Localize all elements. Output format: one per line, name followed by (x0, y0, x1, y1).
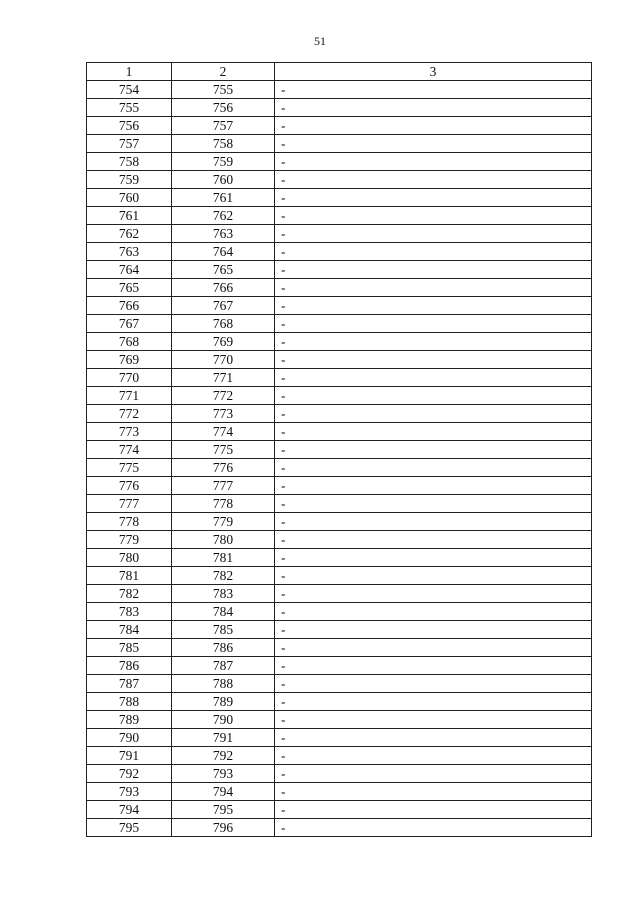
cell-col-2: 763 (172, 225, 275, 243)
cell-col-1: 777 (87, 495, 172, 513)
cell-col-2: 778 (172, 495, 275, 513)
table-row (87, 423, 592, 441)
cell-col-1: 769 (87, 351, 172, 369)
cell-col-3: - (275, 189, 592, 207)
table-row (87, 225, 592, 243)
cell-col-1: 780 (87, 549, 172, 567)
table-row (87, 369, 592, 387)
cell-col-3: - (275, 477, 592, 495)
cell-col-3: - (275, 567, 592, 585)
cell-col-3: - (275, 549, 592, 567)
cell-col-3: - (275, 315, 592, 333)
cell-col-3: - (275, 585, 592, 603)
cell-col-1: 790 (87, 729, 172, 747)
cell-col-2: 779 (172, 513, 275, 531)
cell-col-1: 783 (87, 603, 172, 621)
table-row (87, 513, 592, 531)
cell-col-3: - (275, 603, 592, 621)
table-row (87, 567, 592, 585)
cell-col-2: 766 (172, 279, 275, 297)
cell-col-3: - (275, 207, 592, 225)
cell-col-3: - (275, 495, 592, 513)
cell-col-1: 779 (87, 531, 172, 549)
table-row (87, 315, 592, 333)
cell-col-2: 788 (172, 675, 275, 693)
cell-col-2: 772 (172, 387, 275, 405)
table-header (87, 63, 592, 81)
table-row (87, 675, 592, 693)
cell-col-3: - (275, 423, 592, 441)
cell-col-3: - (275, 783, 592, 801)
cell-col-3: - (275, 333, 592, 351)
cell-col-1: 795 (87, 819, 172, 837)
cell-col-3: - (275, 819, 592, 837)
cell-col-3: - (275, 765, 592, 783)
table-row (87, 549, 592, 567)
cell-col-1: 787 (87, 675, 172, 693)
cell-col-1: 794 (87, 801, 172, 819)
table-row (87, 765, 592, 783)
cell-col-1: 760 (87, 189, 172, 207)
cell-col-2: 760 (172, 171, 275, 189)
cell-col-3: - (275, 225, 592, 243)
data-table (86, 62, 592, 837)
cell-col-3: - (275, 117, 592, 135)
table-body (87, 81, 592, 837)
cell-col-2: 756 (172, 99, 275, 117)
cell-col-1: 791 (87, 747, 172, 765)
cell-col-1: 792 (87, 765, 172, 783)
table-row (87, 747, 592, 765)
table-row (87, 639, 592, 657)
cell-col-3: - (275, 675, 592, 693)
cell-col-3: - (275, 693, 592, 711)
table-row (87, 189, 592, 207)
table-row (87, 603, 592, 621)
cell-col-2: 762 (172, 207, 275, 225)
cell-col-2: 795 (172, 801, 275, 819)
cell-col-2: 787 (172, 657, 275, 675)
cell-col-1: 788 (87, 693, 172, 711)
cell-col-3: - (275, 135, 592, 153)
cell-col-1: 778 (87, 513, 172, 531)
cell-col-3: - (275, 729, 592, 747)
cell-col-1: 773 (87, 423, 172, 441)
table-row (87, 819, 592, 837)
table-row (87, 657, 592, 675)
table-row (87, 279, 592, 297)
table-row (87, 387, 592, 405)
cell-col-1: 786 (87, 657, 172, 675)
cell-col-2: 790 (172, 711, 275, 729)
cell-col-1: 766 (87, 297, 172, 315)
cell-col-2: 792 (172, 747, 275, 765)
cell-col-3: - (275, 243, 592, 261)
table-row (87, 297, 592, 315)
table-row (87, 495, 592, 513)
column-header-1: 1 (87, 63, 172, 81)
cell-col-1: 772 (87, 405, 172, 423)
table-row (87, 81, 592, 99)
cell-col-1: 770 (87, 369, 172, 387)
cell-col-3: - (275, 279, 592, 297)
cell-col-2: 759 (172, 153, 275, 171)
cell-col-3: - (275, 441, 592, 459)
cell-col-1: 776 (87, 477, 172, 495)
cell-col-1: 767 (87, 315, 172, 333)
cell-col-2: 794 (172, 783, 275, 801)
table-row (87, 243, 592, 261)
cell-col-2: 761 (172, 189, 275, 207)
cell-col-1: 763 (87, 243, 172, 261)
cell-col-3: - (275, 351, 592, 369)
page-number: 51 (314, 34, 326, 48)
cell-col-2: 796 (172, 819, 275, 837)
table-row (87, 729, 592, 747)
cell-col-3: - (275, 405, 592, 423)
cell-col-2: 755 (172, 81, 275, 99)
table-row (87, 585, 592, 603)
cell-col-2: 785 (172, 621, 275, 639)
cell-col-2: 780 (172, 531, 275, 549)
cell-col-1: 765 (87, 279, 172, 297)
cell-col-2: 775 (172, 441, 275, 459)
table-row (87, 693, 592, 711)
cell-col-3: - (275, 369, 592, 387)
cell-col-1: 781 (87, 567, 172, 585)
cell-col-2: 783 (172, 585, 275, 603)
table-row (87, 207, 592, 225)
cell-col-2: 791 (172, 729, 275, 747)
cell-col-3: - (275, 153, 592, 171)
table-row (87, 801, 592, 819)
table-row (87, 135, 592, 153)
cell-col-1: 774 (87, 441, 172, 459)
cell-col-3: - (275, 711, 592, 729)
table-row (87, 153, 592, 171)
cell-col-1: 756 (87, 117, 172, 135)
cell-col-1: 762 (87, 225, 172, 243)
cell-col-3: - (275, 801, 592, 819)
cell-col-3: - (275, 513, 592, 531)
table-row (87, 117, 592, 135)
table-row (87, 621, 592, 639)
cell-col-2: 768 (172, 315, 275, 333)
cell-col-2: 774 (172, 423, 275, 441)
cell-col-3: - (275, 261, 592, 279)
cell-col-2: 771 (172, 369, 275, 387)
cell-col-3: - (275, 171, 592, 189)
cell-col-2: 784 (172, 603, 275, 621)
table-row (87, 711, 592, 729)
cell-col-1: 775 (87, 459, 172, 477)
cell-col-2: 777 (172, 477, 275, 495)
table-row (87, 405, 592, 423)
table-row (87, 783, 592, 801)
cell-col-3: - (275, 639, 592, 657)
table-row (87, 531, 592, 549)
cell-col-3: - (275, 387, 592, 405)
cell-col-2: 758 (172, 135, 275, 153)
column-header-3: 3 (275, 63, 592, 81)
table-row (87, 441, 592, 459)
cell-col-3: - (275, 747, 592, 765)
cell-col-2: 793 (172, 765, 275, 783)
table-row (87, 459, 592, 477)
cell-col-3: - (275, 81, 592, 99)
table-row (87, 333, 592, 351)
cell-col-2: 765 (172, 261, 275, 279)
cell-col-3: - (275, 531, 592, 549)
cell-col-1: 768 (87, 333, 172, 351)
cell-col-3: - (275, 297, 592, 315)
cell-col-2: 770 (172, 351, 275, 369)
table-row (87, 351, 592, 369)
cell-col-3: - (275, 657, 592, 675)
cell-col-1: 761 (87, 207, 172, 225)
cell-col-1: 754 (87, 81, 172, 99)
table-row (87, 477, 592, 495)
cell-col-1: 764 (87, 261, 172, 279)
cell-col-2: 776 (172, 459, 275, 477)
cell-col-2: 786 (172, 639, 275, 657)
table-row (87, 261, 592, 279)
cell-col-1: 789 (87, 711, 172, 729)
cell-col-2: 782 (172, 567, 275, 585)
cell-col-1: 759 (87, 171, 172, 189)
table-row (87, 171, 592, 189)
cell-col-1: 771 (87, 387, 172, 405)
cell-col-2: 757 (172, 117, 275, 135)
cell-col-1: 755 (87, 99, 172, 117)
cell-col-1: 784 (87, 621, 172, 639)
cell-col-3: - (275, 621, 592, 639)
cell-col-1: 793 (87, 783, 172, 801)
header-row (87, 63, 592, 81)
cell-col-2: 781 (172, 549, 275, 567)
cell-col-1: 757 (87, 135, 172, 153)
column-header-2: 2 (172, 63, 275, 81)
cell-col-1: 758 (87, 153, 172, 171)
cell-col-2: 789 (172, 693, 275, 711)
cell-col-1: 782 (87, 585, 172, 603)
cell-col-3: - (275, 99, 592, 117)
cell-col-2: 769 (172, 333, 275, 351)
table-row (87, 99, 592, 117)
cell-col-3: - (275, 459, 592, 477)
cell-col-2: 767 (172, 297, 275, 315)
cell-col-2: 764 (172, 243, 275, 261)
cell-col-1: 785 (87, 639, 172, 657)
cell-col-2: 773 (172, 405, 275, 423)
